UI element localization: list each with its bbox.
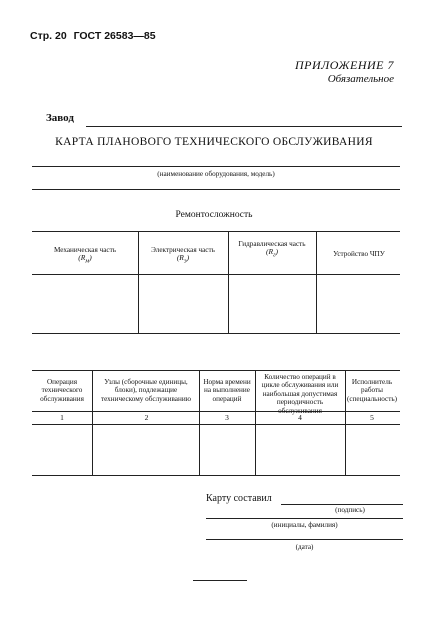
- appendix-status: Обязательное: [327, 73, 394, 85]
- plant-label: Завод: [46, 112, 74, 124]
- plant-field-line: [86, 126, 402, 127]
- column-number: 1: [60, 413, 64, 422]
- executor-header: Исполнитель работы (специальность): [347, 378, 398, 403]
- cnc-device-header: Устройство ЧПУ: [333, 250, 385, 258]
- column-number: 4: [298, 413, 302, 422]
- column-number: 3: [225, 413, 229, 422]
- units-header: Узлы (сборочные единицы, блоки), подлежащие техническому обслуживанию: [100, 378, 192, 403]
- operation-count-header: Количество операций в цикле обслуживания или наибольшая допустимая периодичность обслуживания: [261, 373, 339, 415]
- signature-hint: (подпись): [335, 506, 365, 514]
- hydraulic-part-header: Гидравлическая часть $(R_г)$: [238, 240, 306, 259]
- date-line: [206, 539, 403, 540]
- complexity-title: Ремонтосложность: [175, 210, 253, 220]
- standard-number: ГОСТ 26583—85: [73, 30, 156, 42]
- compiled-by-label: Карту составил: [206, 493, 272, 504]
- equipment-field-line: [32, 166, 400, 167]
- card-title: КАРТА ПЛАНОВОГО ТЕХНИЧЕСКОГО ОБСЛУЖИВАНИЯ: [55, 136, 373, 148]
- operation-header: Операция технического обслуживания: [40, 378, 84, 403]
- electrical-part-header: Электрическая часть $(R_э)$: [151, 246, 215, 265]
- name-line: [206, 518, 403, 519]
- date-hint: (дата): [295, 543, 314, 551]
- time-norm-header: Норма времени на выполнение операций: [203, 378, 251, 403]
- equipment-field-line-2: [32, 189, 400, 190]
- equipment-hint: (наименование оборудования, модель): [157, 170, 275, 178]
- page-header: [30, 30, 156, 42]
- appendix-block: [295, 58, 394, 86]
- appendix-title: ПРИЛОЖЕНИЕ 7: [295, 58, 394, 72]
- mechanical-part-header: Механическая часть $(R_м)$: [53, 246, 117, 265]
- footer-rule: [193, 580, 247, 581]
- name-hint: (инициалы, фамилия): [271, 521, 338, 529]
- signature-line: [281, 504, 403, 505]
- column-number: 2: [144, 413, 149, 422]
- column-number: 5: [370, 413, 374, 422]
- page-number: Стр. 20: [30, 30, 67, 42]
